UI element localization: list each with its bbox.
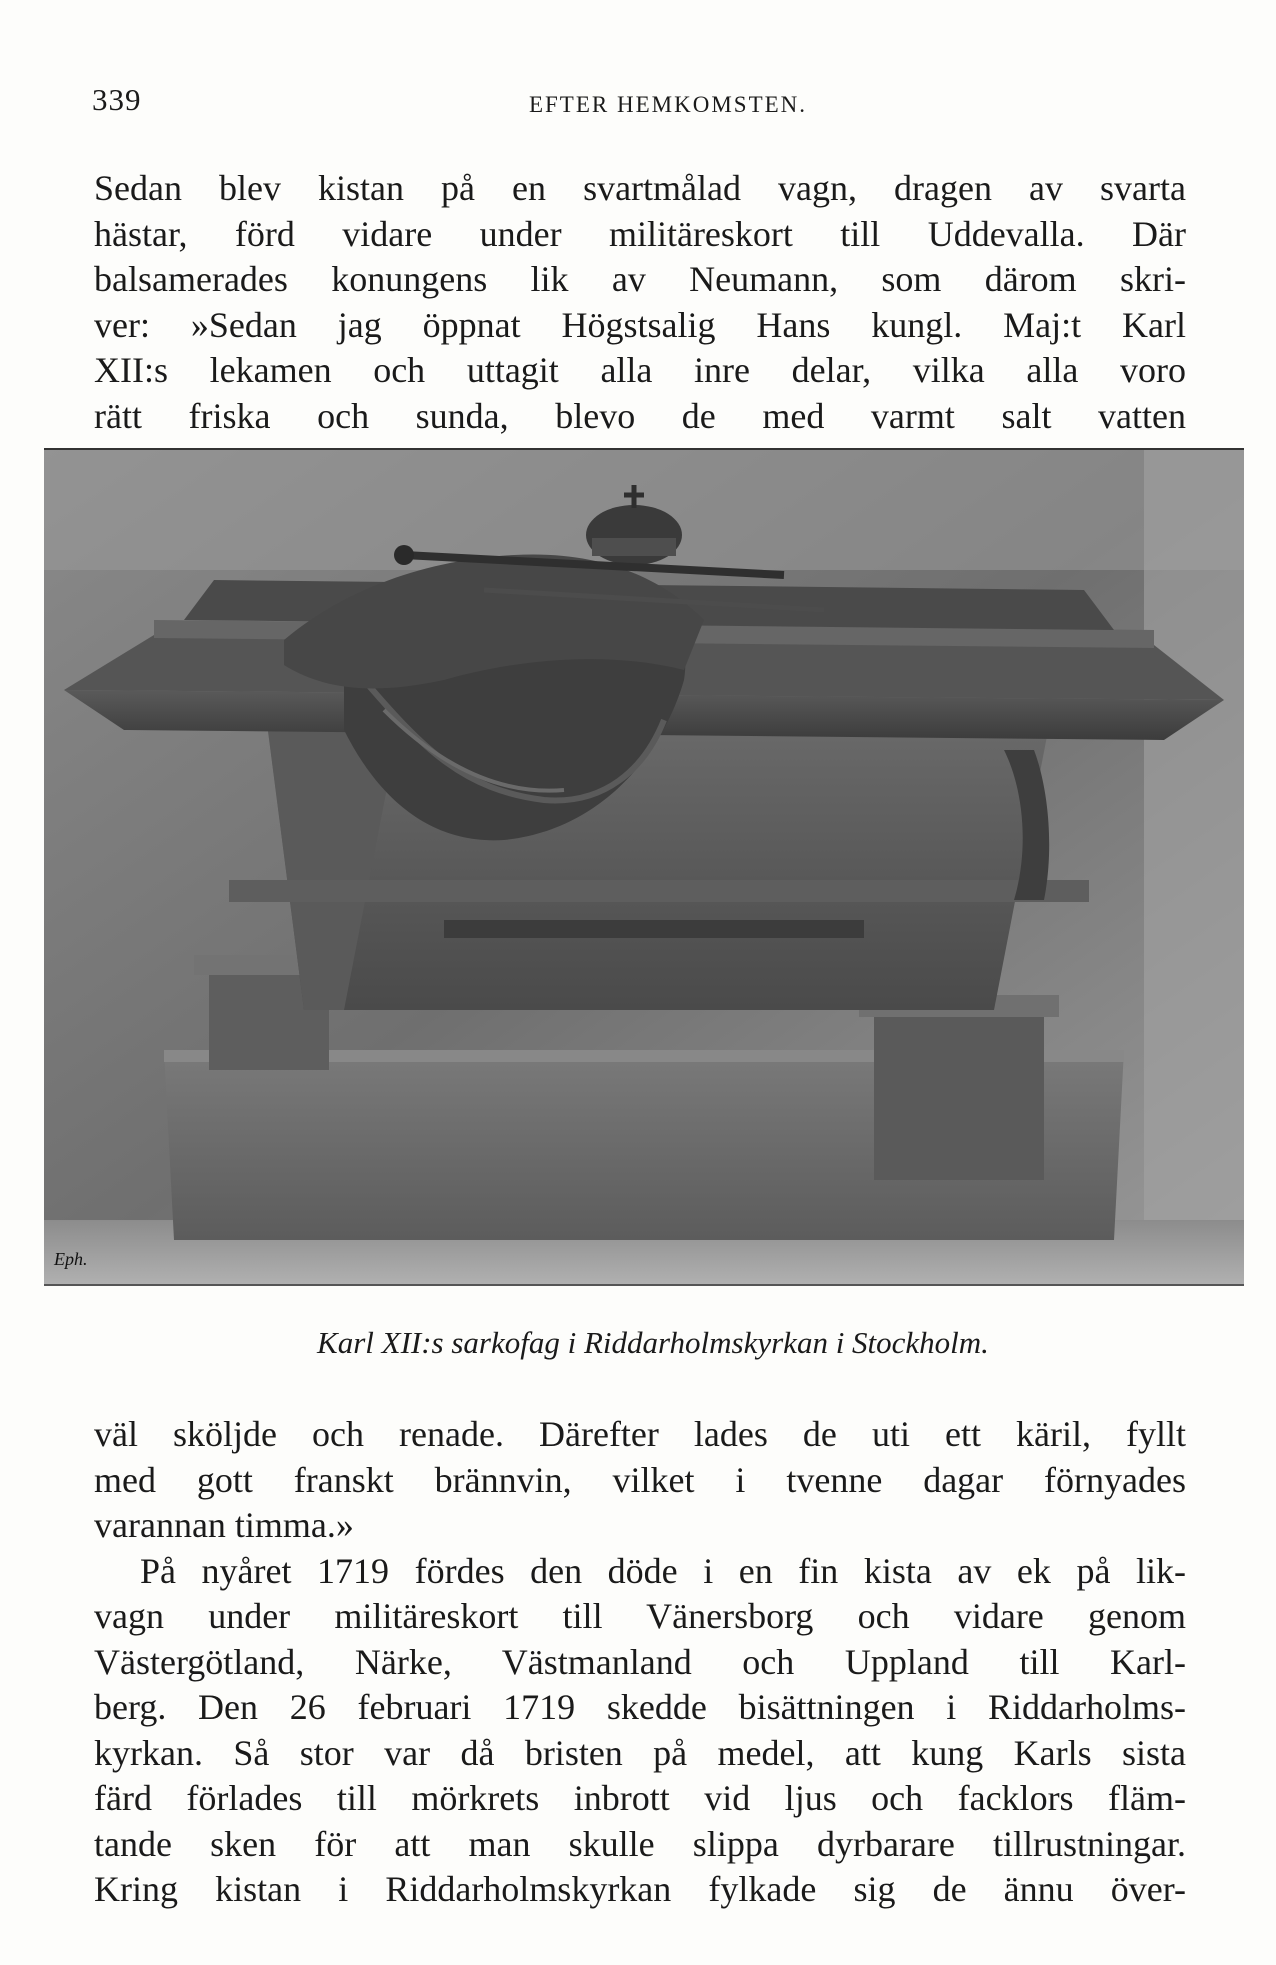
figure-caption: Karl XII:s sarkofag i Riddarholmskyrkan i Stockholm. bbox=[317, 1325, 989, 1360]
text-line: berg. Den 26 februari 1719 skedde bisättningen i Riddarholms- bbox=[94, 1687, 1186, 1727]
text-line: Västergötland, Närke, Västmanland och Uppland till Karl- bbox=[94, 1641, 1186, 1682]
text-line: tande sken för att man skulle slippa dyrbarare tillrustningar. bbox=[94, 1823, 1186, 1864]
text-line: balsamerades konungens lik av Neumann, som därom skri- bbox=[94, 259, 1186, 299]
paragraph-2 bbox=[94, 1412, 1186, 1913]
text-line: ver: »Sedan jag öppnat Högstsalig Hans kungl. Maj:t Karl bbox=[94, 304, 1186, 345]
text-line: På nyåret 1719 fördes den döde i en fin kista av ek på lik- bbox=[140, 1550, 1186, 1591]
text-line: varannan timma.» bbox=[94, 1505, 354, 1545]
text-line: rätt friska och sunda, blevo de med varmt salt vatten bbox=[94, 395, 1186, 436]
text-line: vagn under militäreskort till Vänersborg och vidare genom bbox=[94, 1596, 1186, 1636]
text-line: Sedan blev kistan på en svartmålad vagn, dragen av svarta bbox=[94, 168, 1186, 208]
text-line: Kring kistan i Riddarholmskyrkan fylkade sig de ännu över- bbox=[94, 1869, 1186, 1909]
text-line: XII:s lekamen och uttagit alla inre delar, vilka alla voro bbox=[94, 350, 1186, 390]
text-line: hästar, förd vidare under militäreskort till Uddevalla. Där bbox=[94, 213, 1186, 254]
text-line: med gott franskt brännvin, vilket i tvenne dagar förnyades bbox=[94, 1459, 1186, 1500]
paragraph-1 bbox=[94, 166, 1186, 439]
sarcophagus-illustration bbox=[44, 450, 1244, 1284]
text-line: kyrkan. Så stor var då bristen på medel, att kung Karls sista bbox=[94, 1732, 1186, 1773]
engraver-mark: Eph. bbox=[54, 1249, 88, 1269]
running-head: EFTER HEMKOMSTEN. bbox=[528, 92, 808, 117]
text-line: väl sköljde och renade. Därefter lades de uti ett käril, fyllt bbox=[94, 1414, 1186, 1454]
sarcophagus-photograph bbox=[44, 448, 1244, 1286]
text-line: färd förlades till mörkrets inbrott vid ljus och facklors fläm- bbox=[94, 1778, 1186, 1818]
page-number: 339 bbox=[92, 82, 142, 117]
